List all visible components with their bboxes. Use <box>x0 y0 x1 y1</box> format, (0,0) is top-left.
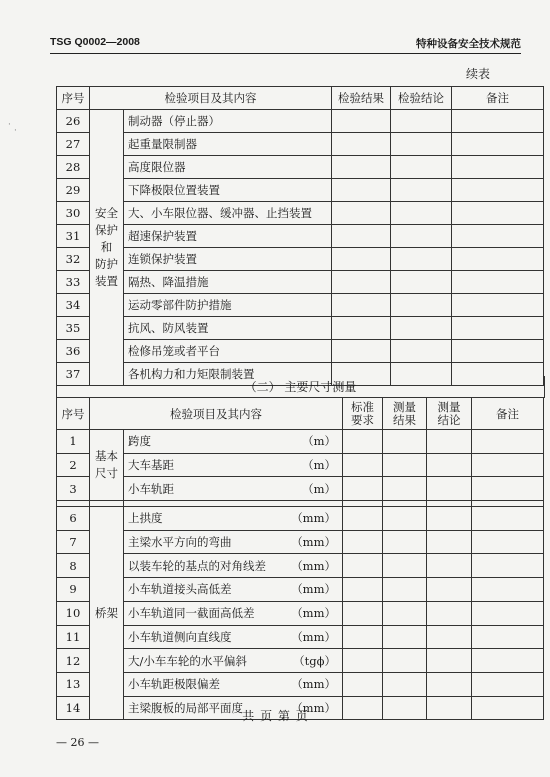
conclusion-cell[interactable] <box>391 179 452 202</box>
remark-cell[interactable] <box>472 554 544 578</box>
table-row <box>57 507 544 531</box>
row-unit: （m） <box>302 481 336 496</box>
table-row <box>57 625 544 649</box>
conclusion-cell[interactable] <box>391 340 452 363</box>
row-item <box>124 601 343 625</box>
table-row <box>57 530 544 554</box>
standard-cell[interactable] <box>343 453 383 477</box>
col-header-item: 检验项目及其内容 <box>90 87 332 110</box>
row-number: 13 <box>57 672 90 696</box>
remark-cell[interactable] <box>472 672 544 696</box>
result-cell[interactable] <box>383 453 427 477</box>
row-item <box>124 578 343 602</box>
remark-cell[interactable] <box>452 179 544 202</box>
conclusion-cell[interactable] <box>391 225 452 248</box>
remark-cell[interactable] <box>452 110 544 133</box>
col-header-conclusion: 检验结论 <box>391 87 452 110</box>
remark-cell[interactable] <box>472 507 544 531</box>
conclusion-cell[interactable] <box>427 453 472 477</box>
col-header-result: 测量 结果 <box>383 398 427 430</box>
row-number: 14 <box>57 696 90 720</box>
row-number: 11 <box>57 625 90 649</box>
conclusion-cell[interactable] <box>391 248 452 271</box>
col-header-seq: 序号 <box>57 87 90 110</box>
row-number: 9 <box>57 578 90 602</box>
row-item: 隔热、降温措施 <box>124 271 332 294</box>
row-number: 1 <box>57 430 90 454</box>
row-unit: （tgϕ） <box>293 653 336 668</box>
row-unit: （m） <box>302 434 336 449</box>
row-number: 27 <box>57 133 90 156</box>
remark-cell[interactable] <box>452 317 544 340</box>
result-cell[interactable] <box>383 554 427 578</box>
col-header-item: 检验项目及其内容 <box>90 398 343 430</box>
result-cell[interactable] <box>332 110 391 133</box>
remark-cell[interactable] <box>472 578 544 602</box>
conclusion-cell[interactable] <box>391 110 452 133</box>
remark-cell[interactable] <box>452 340 544 363</box>
inspection-table-safety <box>56 86 544 386</box>
result-cell[interactable] <box>383 578 427 602</box>
table-row <box>57 225 544 248</box>
row-item <box>124 430 343 454</box>
standard-code: TSG Q0002—2008 <box>50 36 140 48</box>
row-item-label: 小车轨道接头高低差 <box>128 582 232 597</box>
result-cell[interactable] <box>332 317 391 340</box>
standard-cell[interactable] <box>343 578 383 602</box>
standard-cell[interactable] <box>343 625 383 649</box>
row-item: 连锁保护装置 <box>124 248 332 271</box>
row-item <box>124 554 343 578</box>
row-item-label: 小车轨道侧向直线度 <box>128 629 232 644</box>
remark-cell[interactable] <box>452 156 544 179</box>
conclusion-cell[interactable] <box>391 156 452 179</box>
row-number: 36 <box>57 340 90 363</box>
row-item-label: 小车轨道同一截面高低差 <box>128 606 255 621</box>
table-row <box>57 179 544 202</box>
section-title: （二） 主要尺寸测量 <box>56 376 545 398</box>
row-item-label: 以装车轮的基点的对角线差 <box>128 558 266 573</box>
result-cell[interactable] <box>383 649 427 673</box>
remark-cell[interactable] <box>472 649 544 673</box>
row-group-label: 基本 尺寸 <box>90 430 124 501</box>
result-cell[interactable] <box>332 202 391 225</box>
standard-cell[interactable] <box>343 672 383 696</box>
row-group-label: 桥架 <box>90 507 124 720</box>
result-cell[interactable] <box>383 672 427 696</box>
col-header-standard: 标准 要求 <box>343 398 383 430</box>
row-unit: （mm） <box>291 511 336 526</box>
running-header <box>50 36 521 52</box>
table-row <box>57 554 544 578</box>
result-cell[interactable] <box>332 156 391 179</box>
standard-cell[interactable] <box>343 554 383 578</box>
row-number: 3 <box>57 477 90 501</box>
row-item: 制动器（停止器） <box>124 110 332 133</box>
row-item <box>124 453 343 477</box>
result-cell[interactable] <box>383 530 427 554</box>
row-item: 大、小车限位器、缓冲器、止挡装置 <box>124 202 332 225</box>
result-cell[interactable] <box>383 625 427 649</box>
row-item-label: 上拱度 <box>128 511 163 526</box>
conclusion-cell[interactable] <box>391 133 452 156</box>
result-cell[interactable] <box>332 248 391 271</box>
row-number: 29 <box>57 179 90 202</box>
table-row <box>57 294 544 317</box>
row-item: 各机构力和力矩限制装置 <box>124 363 332 386</box>
conclusion-cell[interactable] <box>427 554 472 578</box>
row-unit: （mm） <box>291 582 336 597</box>
row-item-label: 大/小车车轮的水平偏斜 <box>128 653 247 668</box>
row-item <box>124 477 343 501</box>
row-number: 12 <box>57 649 90 673</box>
result-cell[interactable] <box>332 179 391 202</box>
row-item-label: 小车轨距极限偏差 <box>128 677 220 692</box>
table-row <box>57 133 544 156</box>
row-unit: （mm） <box>291 700 336 715</box>
row-number: 10 <box>57 601 90 625</box>
remark-cell[interactable] <box>452 294 544 317</box>
row-number: 37 <box>57 363 90 386</box>
row-item-label: 大车基距 <box>128 458 174 473</box>
row-item: 起重量限制器 <box>124 133 332 156</box>
table-row <box>57 578 544 602</box>
table-row <box>57 340 544 363</box>
standard-cell[interactable] <box>343 601 383 625</box>
conclusion-cell[interactable] <box>427 601 472 625</box>
remark-cell[interactable] <box>452 271 544 294</box>
row-item <box>124 507 343 531</box>
row-item: 抗风、防风装置 <box>124 317 332 340</box>
header-title: 特种设备安全技术规范 <box>416 38 521 50</box>
col-header-conclusion: 测量 结论 <box>427 398 472 430</box>
remark-cell[interactable] <box>452 133 544 156</box>
row-item-label: 小车轨距 <box>128 481 174 496</box>
table-header-row <box>57 398 544 430</box>
conclusion-cell[interactable] <box>391 317 452 340</box>
remark-cell[interactable] <box>452 202 544 225</box>
row-number: 31 <box>57 225 90 248</box>
row-unit: （mm） <box>291 558 336 573</box>
result-cell[interactable] <box>332 225 391 248</box>
conclusion-cell[interactable] <box>427 477 472 501</box>
col-header-seq: 序号 <box>57 398 90 430</box>
result-cell[interactable] <box>332 271 391 294</box>
scan-mark: · <box>14 126 17 136</box>
col-header-result: 检验结果 <box>332 87 391 110</box>
table-row <box>57 477 544 501</box>
result-cell[interactable] <box>383 477 427 501</box>
conclusion-cell[interactable] <box>427 672 472 696</box>
row-item-label: 主梁腹板的局部平面度 <box>128 700 243 715</box>
conclusion-cell[interactable] <box>427 530 472 554</box>
conclusion-cell[interactable] <box>427 507 472 531</box>
table-row <box>57 601 544 625</box>
table-header-row <box>57 87 544 110</box>
page-counter: 共 页 第 页 <box>242 709 308 723</box>
row-item <box>124 625 343 649</box>
row-number: 28 <box>57 156 90 179</box>
row-item: 下降极限位置装置 <box>124 179 332 202</box>
result-cell[interactable] <box>383 430 427 454</box>
table-row <box>57 430 544 454</box>
header-rule <box>50 53 521 54</box>
table-row <box>57 317 544 340</box>
row-number: 6 <box>57 507 90 531</box>
remark-cell[interactable] <box>472 430 544 454</box>
row-number: 33 <box>57 271 90 294</box>
row-item-label: 主梁水平方向的弯曲 <box>128 535 232 550</box>
scan-mark: · <box>8 120 11 130</box>
continued-label: 续表 <box>465 67 490 81</box>
row-item-label: 跨度 <box>128 434 151 449</box>
row-number: 32 <box>57 248 90 271</box>
table-row <box>57 156 544 179</box>
remark-cell[interactable] <box>472 530 544 554</box>
col-header-remark: 备注 <box>452 87 544 110</box>
row-group-label: 安全 保护 和 防护 装置 <box>90 110 124 386</box>
row-item <box>124 672 343 696</box>
row-number: 8 <box>57 554 90 578</box>
row-item <box>124 530 343 554</box>
page-number: — 26 — <box>56 736 99 749</box>
result-cell[interactable] <box>332 133 391 156</box>
table-row <box>57 453 544 477</box>
remark-cell[interactable] <box>472 453 544 477</box>
standard-cell[interactable] <box>343 530 383 554</box>
result-cell[interactable] <box>383 601 427 625</box>
conclusion-cell[interactable] <box>391 294 452 317</box>
row-number: 2 <box>57 453 90 477</box>
row-unit: （mm） <box>291 535 336 550</box>
result-cell[interactable] <box>383 507 427 531</box>
conclusion-cell[interactable] <box>391 202 452 225</box>
conclusion-cell[interactable] <box>427 625 472 649</box>
remark-cell[interactable] <box>472 625 544 649</box>
conclusion-cell[interactable] <box>427 649 472 673</box>
row-unit: （mm） <box>291 629 336 644</box>
conclusion-cell[interactable] <box>427 430 472 454</box>
result-cell[interactable] <box>332 340 391 363</box>
table-row <box>57 649 544 673</box>
row-item: 运动零部件防护措施 <box>124 294 332 317</box>
standard-cell[interactable] <box>343 507 383 531</box>
standard-cell[interactable] <box>343 477 383 501</box>
row-number: 34 <box>57 294 90 317</box>
row-number: 35 <box>57 317 90 340</box>
row-item: 超速保护装置 <box>124 225 332 248</box>
remark-cell[interactable] <box>452 248 544 271</box>
standard-cell[interactable] <box>343 430 383 454</box>
remark-cell[interactable] <box>472 601 544 625</box>
row-number: 7 <box>57 530 90 554</box>
standard-cell[interactable] <box>343 649 383 673</box>
row-item: 检修吊笼或者平台 <box>124 340 332 363</box>
row-unit: （mm） <box>291 677 336 692</box>
conclusion-cell[interactable] <box>391 271 452 294</box>
row-item <box>124 649 343 673</box>
table-row <box>57 672 544 696</box>
row-unit: （mm） <box>291 606 336 621</box>
inspection-table-dimensions <box>56 397 544 720</box>
table-row <box>57 248 544 271</box>
table-row <box>57 202 544 225</box>
result-cell[interactable] <box>332 294 391 317</box>
row-number: 30 <box>57 202 90 225</box>
row-item: 高度限位器 <box>124 156 332 179</box>
remark-cell[interactable] <box>452 225 544 248</box>
table-row <box>57 271 544 294</box>
table-row <box>57 110 544 133</box>
row-unit: （m） <box>302 458 336 473</box>
conclusion-cell[interactable] <box>427 578 472 602</box>
row-number: 26 <box>57 110 90 133</box>
col-header-remark: 备注 <box>472 398 544 430</box>
remark-cell[interactable] <box>472 477 544 501</box>
